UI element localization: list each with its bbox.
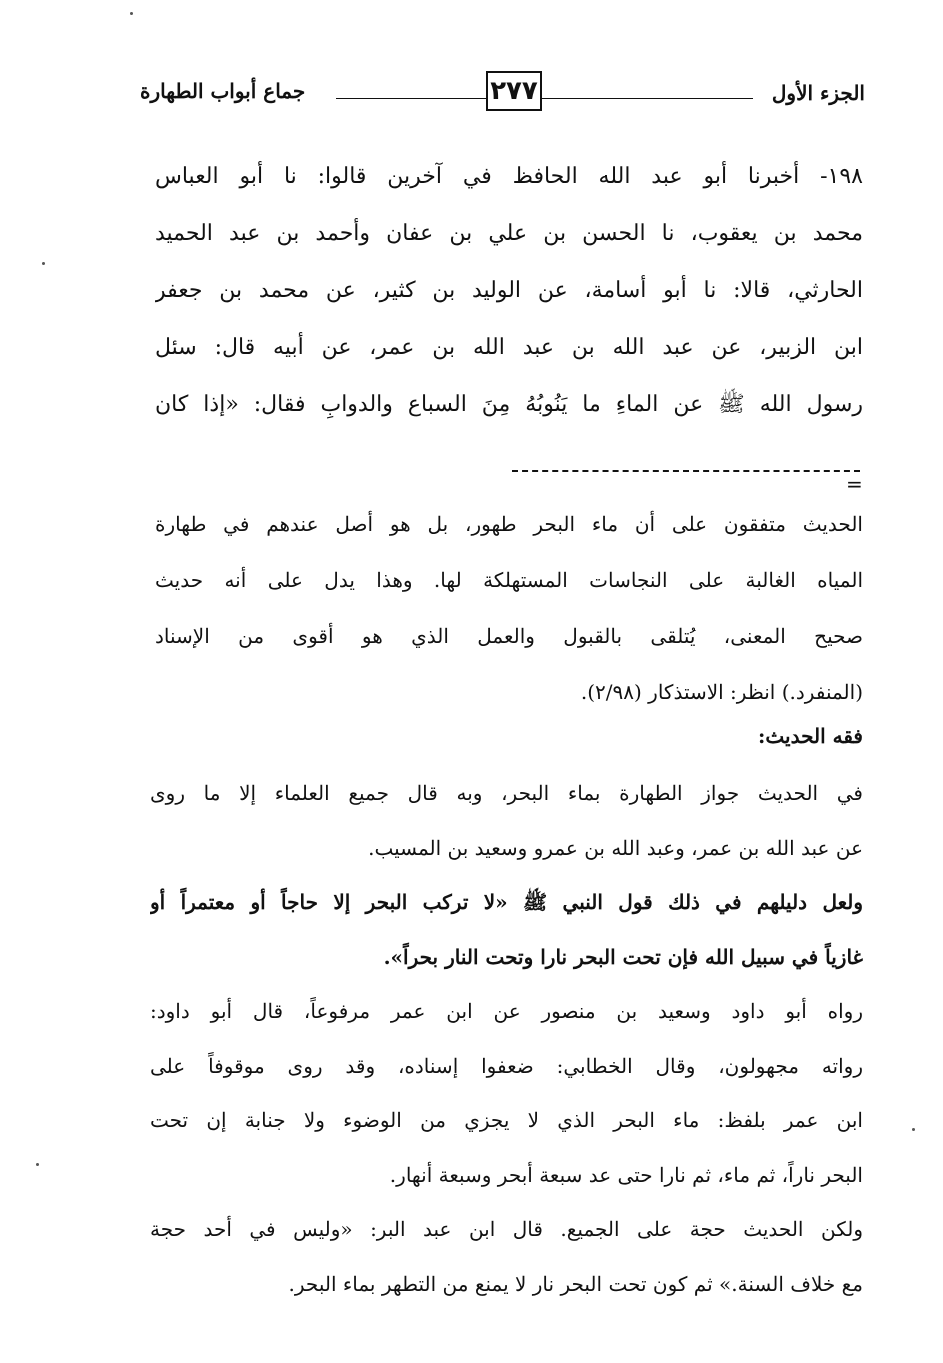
footnote-text	[155, 496, 863, 720]
header-rule-left	[336, 98, 488, 99]
footnote-line: صحيح المعنى، يُتلقى بالقبول والعمل الذي هو أقوى من الإسناد	[155, 624, 863, 648]
fiqh-line: البحر ناراً، ثم ماء، ثم نارا حتى عد سبعة أبحر وسبعة أنهار.	[389, 1162, 863, 1187]
footnote-line: (المنفرد.) انظر: الاستذكار (٢/٩٨).	[580, 680, 863, 704]
hadith-line: رسول الله ﷺ عن الماءِ ما يَنُوبُهُ مِنَ السباع والدوابِ فقال: «إذا كان	[155, 392, 863, 417]
hadith-text	[155, 148, 863, 433]
fiqh-line: مع خلاف السنة.» ثم كون تحت البحر نار لا يمنع من التطهر بماء البحر.	[288, 1271, 863, 1296]
scan-speck	[912, 1128, 915, 1131]
book-title: جماع أبواب الطهارة	[140, 79, 306, 103]
fiqh-line: في الحديث جواز الطهارة بماء البحر، وبه قال جميع العلماء إلا ما روى	[150, 781, 863, 805]
footnote-line: المياه الغالبة على النجاسات المستهلكة لها. وهذا يدل على أنه حديث	[155, 568, 863, 592]
fiqh-line: رواته مجهولون، وقال الخطابي: ضعفوا إسناده، وقد روى موقوفاً على	[150, 1053, 863, 1078]
header-rule-right	[541, 98, 753, 99]
fiqh-line: ابن عمر بلفظ: ماء البحر الذي لا يجزي من الوضوء ولا جنابة إن تحت	[150, 1108, 863, 1132]
fiqh-line: ولكن الحديث حجة على الجميع. قال ابن عبد البر: «وليس في أحد حجة	[150, 1217, 863, 1241]
fiqh-line: عن عبد الله بن عمر، وعبد الله بن عمرو وسعيد بن المسيب.	[368, 835, 863, 860]
scan-speck	[42, 262, 45, 265]
section-heading: فقه الحديث:	[757, 724, 863, 748]
volume-label: الجزء الأول	[771, 81, 865, 105]
scan-speck	[130, 12, 133, 15]
continuation-mark: =	[846, 472, 863, 496]
running-header	[140, 68, 865, 118]
page-number: ٢٧٧	[486, 71, 542, 111]
hadith-line: الحارثي، قالا: نا أبو أسامة، عن الوليد بن كثير، عن محمد بن جعفر	[155, 278, 863, 303]
footnote-line: الحديث متفقون على أن ماء البحر طهور، بل هو أصل عندهم في طهارة	[155, 512, 863, 536]
hadith-line: ابن الزبير، عن عبد الله بن عبد الله بن عمر، عن أبيه قال: سئل	[155, 335, 863, 360]
footnote-separator	[512, 470, 860, 472]
fiqh-quote-line: ولعل دليلهم في ذلك قول النبي ﷺ «لا تركب البحر إلا حاجاً أو معتمراً أو	[150, 890, 863, 914]
hadith-line: ١٩٨- أخبرنا أبو عبد الله الحافظ في آخرين قالوا: نا أبو العباس	[155, 164, 863, 189]
hadith-line: محمد بن يعقوب، نا الحسن بن علي بن عفان وأحمد بن عبد الحميد	[155, 221, 863, 246]
fiqh-line: رواه أبو داود وسعيد بن منصور عن ابن عمر مرفوعاً، قال أبو داود:	[150, 999, 863, 1023]
fiqh-quote-line: غازياً في سبيل الله فإن تحت البحر نارا وتحت النار بحراً».	[383, 944, 863, 969]
fiqh-text	[150, 766, 863, 1311]
scan-speck	[36, 1163, 39, 1166]
